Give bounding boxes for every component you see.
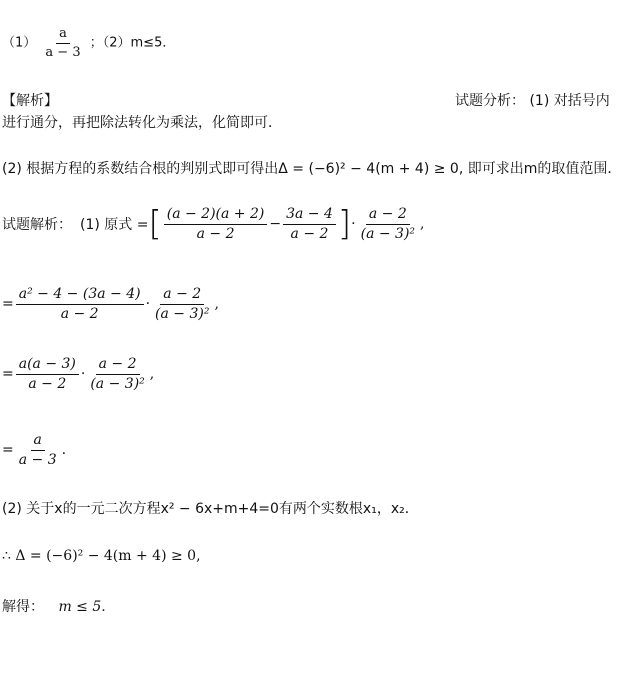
step2-frac1-numerator: a(a − 3) bbox=[16, 356, 79, 375]
step0-frac1-numerator: (a − 2)(a + 2) bbox=[164, 206, 268, 225]
step0-frac3-numerator: a − 2 bbox=[366, 206, 410, 225]
solution-step-3 bbox=[2, 432, 66, 469]
step0-fraction-3 bbox=[358, 206, 418, 243]
equals-sign: = bbox=[2, 296, 14, 313]
answer-line bbox=[2, 26, 175, 60]
step0-frac1-denominator: a − 2 bbox=[196, 225, 235, 242]
step2-fraction-2 bbox=[87, 356, 147, 393]
result-value: m ≤ 5. bbox=[58, 599, 106, 615]
analysis-part2: (2) 根据方程的系数结合根的判别式即可得出Δ = (−6)² − 4(m + 4) ≥ 0, 即可求出m的取值范围． bbox=[2, 161, 622, 177]
minus-sign: − bbox=[269, 216, 282, 233]
answer-part2: ；（2）m≤5． bbox=[89, 35, 176, 51]
step1-frac2-numerator: a − 2 bbox=[160, 286, 204, 305]
answer-part1-label: （1） bbox=[2, 35, 37, 51]
step2-frac2-numerator: a − 2 bbox=[96, 356, 140, 375]
step1-frac2-denominator: (a − 3)² bbox=[155, 305, 210, 322]
comma: , bbox=[214, 296, 219, 313]
analysis-intro-cont: 进行通分，再把除法转化为乘法，化简即可． bbox=[2, 115, 282, 131]
result-label: 解得： bbox=[2, 599, 44, 615]
solution-label: 试题解析： bbox=[2, 217, 72, 234]
step2-frac1-denominator: a − 2 bbox=[28, 375, 67, 392]
comma: , bbox=[149, 366, 155, 383]
step1-fraction-1 bbox=[16, 286, 144, 323]
solution-part1-prefix: (1) 原式 = bbox=[80, 217, 149, 234]
solution-part2-line: (2) 关于x的一元二次方程x² − 6x+m+4=0有两个实数根x₁，x₂． bbox=[2, 501, 419, 517]
analysis-heading: 【解析】 bbox=[2, 93, 58, 109]
analysis-intro-label: 试题分析： bbox=[455, 93, 525, 109]
period: . bbox=[61, 442, 67, 459]
multiply-dot: · bbox=[351, 216, 356, 233]
solution-result bbox=[2, 596, 106, 616]
step0-fraction-1 bbox=[164, 206, 268, 243]
left-bracket: [ bbox=[148, 204, 162, 245]
equals-sign: = bbox=[2, 442, 14, 459]
step0-frac3-denominator: (a − 3)² bbox=[360, 225, 416, 242]
step0-fraction-2 bbox=[283, 206, 336, 243]
step1-fraction-2 bbox=[152, 286, 212, 323]
step1-frac1-numerator: a² − 4 − (3a − 4) bbox=[16, 286, 144, 305]
comma: , bbox=[420, 216, 425, 233]
right-bracket: ] bbox=[337, 204, 352, 245]
analysis-intro bbox=[455, 90, 610, 110]
multiply-dot: · bbox=[145, 296, 151, 313]
step3-fraction bbox=[16, 432, 60, 469]
equals-sign: = bbox=[2, 366, 14, 383]
step1-frac1-denominator: a − 2 bbox=[60, 305, 99, 322]
solution-step-0 bbox=[2, 206, 424, 243]
solution-step-1 bbox=[2, 286, 219, 323]
solution-part2-discriminant: ∴ Δ = (−6)² − 4(m + 4) ≥ 0, bbox=[2, 548, 201, 564]
multiply-dot: · bbox=[80, 366, 86, 383]
step3-frac-denominator: a − 3 bbox=[18, 451, 57, 468]
answer-frac-denominator: a − 3 bbox=[45, 44, 81, 60]
answer-frac-numerator: a bbox=[56, 26, 70, 44]
step2-fraction-1 bbox=[16, 356, 79, 393]
analysis-intro-part1: (1) 对括号内 bbox=[529, 93, 610, 109]
solution-step-2 bbox=[2, 356, 154, 393]
step3-frac-numerator: a bbox=[31, 432, 45, 451]
step0-frac2-numerator: 3a − 4 bbox=[283, 206, 336, 225]
step0-frac2-denominator: a − 2 bbox=[290, 225, 329, 242]
step2-frac2-denominator: (a − 3)² bbox=[90, 375, 145, 392]
answer-fraction bbox=[42, 26, 83, 60]
